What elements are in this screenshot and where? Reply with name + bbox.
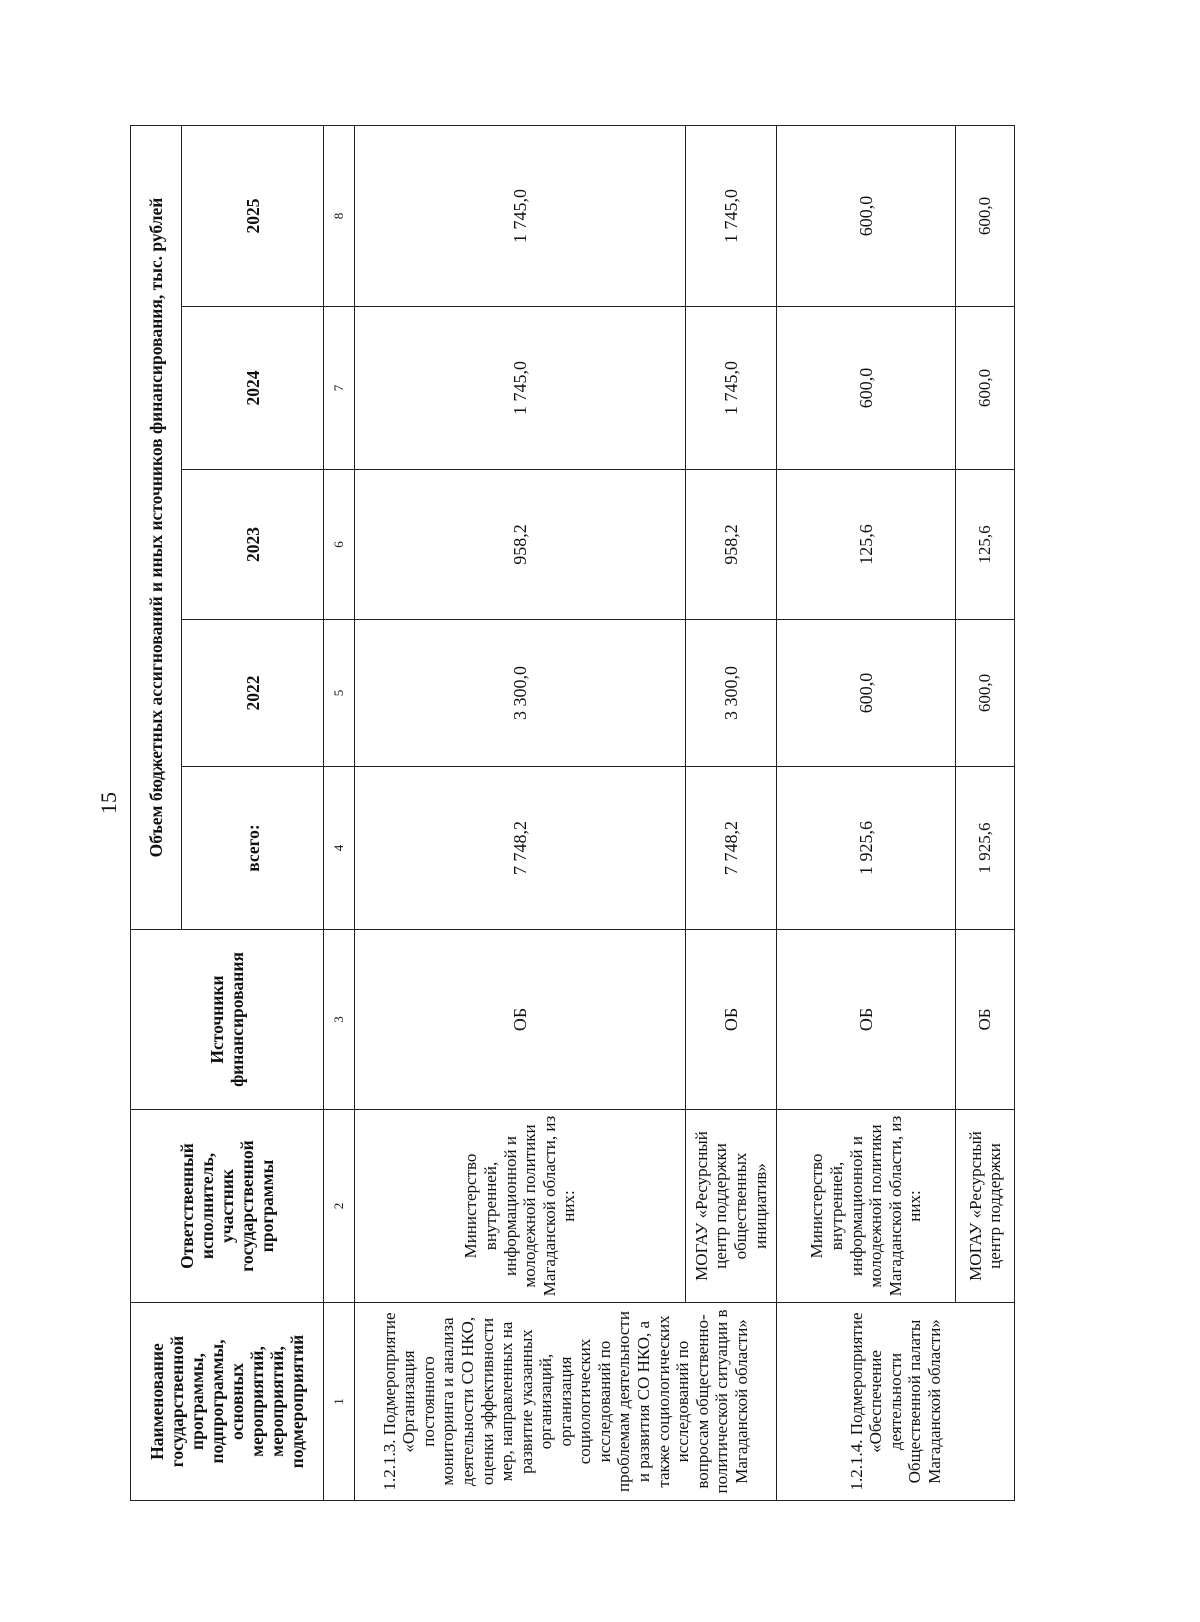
row-name: 1.2.1.3. Подмероприятие «Организация постоянного мониторинга и анализа деятельности СО НКО, оценки эффективности мер, направленных на развитие указанных организаций, организация социологических исследований по проблемам деятельности и развития СО НКО, а также социологических исследований по вопросам общественно-политической ситуации в Магаданской области» bbox=[355, 1303, 777, 1501]
table-row bbox=[956, 125, 1015, 1500]
column-number: 8 bbox=[324, 125, 355, 306]
column-number: 1 bbox=[324, 1303, 355, 1501]
header-source: Источники финансирования bbox=[131, 930, 324, 1110]
row-total: 7 748,2 bbox=[355, 767, 686, 930]
column-number: 5 bbox=[324, 620, 355, 767]
column-number: 3 bbox=[324, 930, 355, 1110]
header-budget-group: Объем бюджетных ассигнований и иных источников финансирования, тыс. рублей bbox=[131, 125, 182, 929]
header-2022: 2022 bbox=[182, 620, 324, 767]
budget-table bbox=[130, 125, 1015, 1501]
row-executor: МОГАУ «Ресурсный центр поддержки bbox=[956, 1110, 1015, 1303]
page-number: 15 bbox=[96, 792, 121, 814]
column-number: 4 bbox=[324, 767, 355, 930]
header-total: всего: bbox=[182, 767, 324, 930]
header-executor: Ответственный исполнитель, участник государственной программы bbox=[131, 1110, 324, 1303]
column-number-row bbox=[324, 125, 355, 1500]
row-2023: 125,6 bbox=[956, 470, 1015, 620]
header-name: Наименование государственной программы, подпрограммы, основных мероприятий, мероприятий, подмероприятий bbox=[131, 1303, 324, 1501]
table-row bbox=[355, 125, 686, 1500]
row-2024: 600,0 bbox=[776, 307, 955, 470]
row-source: ОБ bbox=[355, 930, 686, 1110]
row-2024: 1 745,0 bbox=[686, 307, 777, 470]
table-row bbox=[776, 125, 955, 1500]
column-number: 6 bbox=[324, 470, 355, 620]
rotated-table-wrapper bbox=[130, 126, 1015, 1501]
row-2022: 600,0 bbox=[776, 620, 955, 767]
row-2023: 958,2 bbox=[686, 470, 777, 620]
row-2023: 125,6 bbox=[776, 470, 955, 620]
header-2024: 2024 bbox=[182, 307, 324, 470]
header-2025: 2025 bbox=[182, 125, 324, 306]
row-2022: 3 300,0 bbox=[686, 620, 777, 767]
row-2024: 600,0 bbox=[956, 307, 1015, 470]
row-name: 1.2.1.4. Подмероприятие «Обеспечение деятельности Общественной палаты Магаданской области» bbox=[776, 1303, 1014, 1501]
row-2025: 600,0 bbox=[776, 125, 955, 306]
row-total: 1 925,6 bbox=[956, 767, 1015, 930]
header-2023: 2023 bbox=[182, 470, 324, 620]
row-executor: Министерство внутренней, информационной и молодежной политики Магаданской области, из них: bbox=[355, 1110, 686, 1303]
row-total: 7 748,2 bbox=[686, 767, 777, 930]
row-executor: МОГАУ «Ресурсный центр поддержки общественных инициатив» bbox=[686, 1110, 777, 1303]
table-row bbox=[686, 125, 777, 1500]
row-2022: 600,0 bbox=[956, 620, 1015, 767]
row-2024: 1 745,0 bbox=[355, 307, 686, 470]
column-number: 7 bbox=[324, 307, 355, 470]
row-source: ОБ bbox=[686, 930, 777, 1110]
row-2022: 3 300,0 bbox=[355, 620, 686, 767]
row-2023: 958,2 bbox=[355, 470, 686, 620]
row-2025: 1 745,0 bbox=[686, 125, 777, 306]
row-2025: 1 745,0 bbox=[355, 125, 686, 306]
row-executor: Министерство внутренней, информационной и молодежной политики Магаданской области, из них: bbox=[776, 1110, 955, 1303]
row-total: 1 925,6 bbox=[776, 767, 955, 930]
row-source: ОБ bbox=[776, 930, 955, 1110]
row-source: ОБ bbox=[956, 930, 1015, 1110]
column-number: 2 bbox=[324, 1110, 355, 1303]
row-2025: 600,0 bbox=[956, 125, 1015, 306]
